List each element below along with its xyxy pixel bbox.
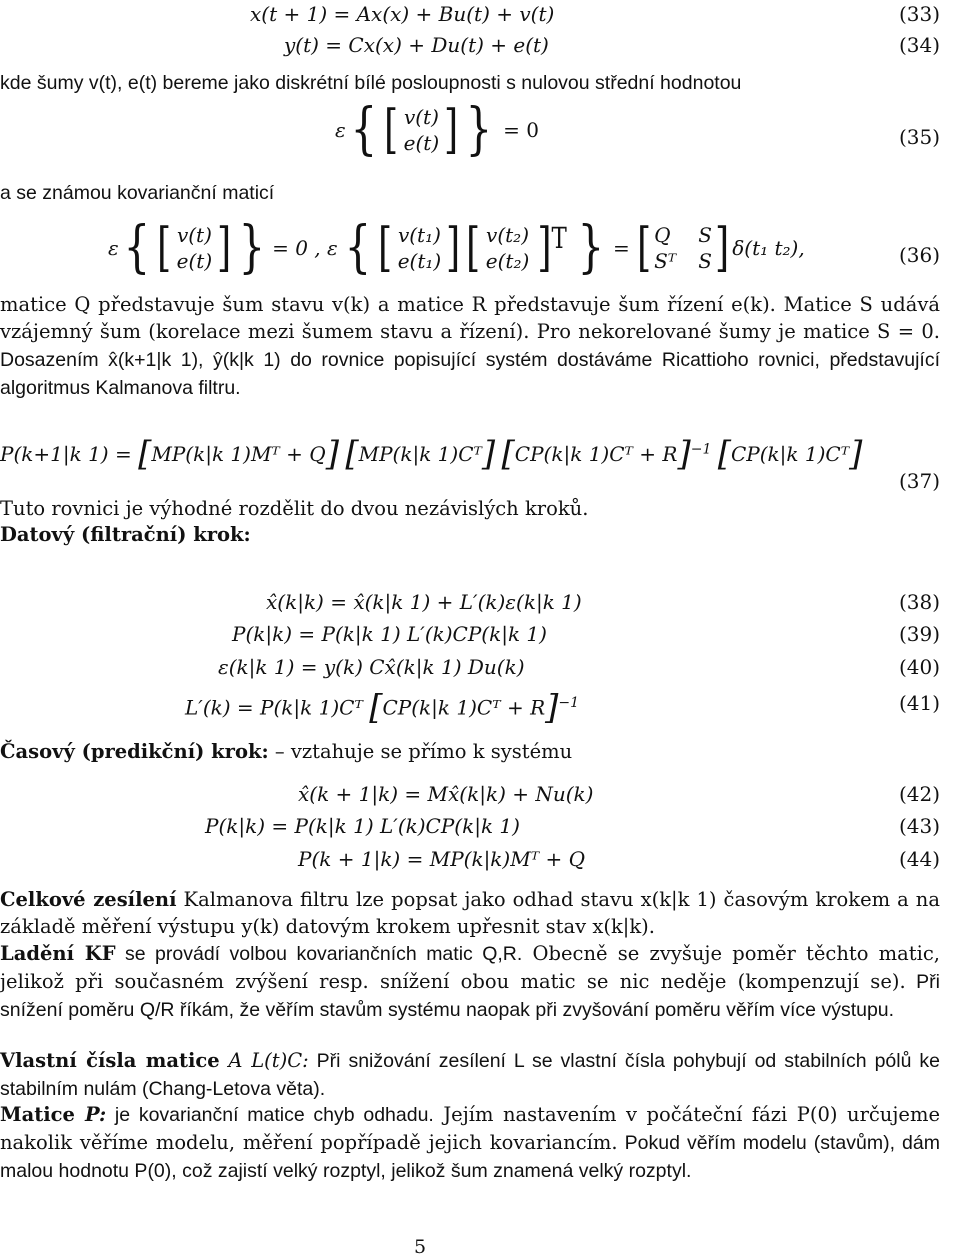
- equation-39-number: (39): [898, 622, 940, 646]
- right-bracket: ]: [217, 218, 232, 278]
- matrix-p-symbol: P:: [74, 1103, 107, 1126]
- eq37-term4: CP(k|k 1)Cᵀ: [730, 441, 850, 466]
- eq41-lhs: L′(k) = P(k|k 1)Cᵀ: [185, 695, 363, 720]
- equation-37-number: (37): [898, 469, 940, 493]
- equation-37: [0, 433, 863, 474]
- bracket: ]: [545, 687, 559, 728]
- covariance-matrix: [654, 222, 712, 274]
- equation-42: x̂(k + 1|k) = Mx̂(k|k) + Nu(k): [298, 782, 594, 806]
- equation-39: P(k|k) = P(k|k 1) L′(k)CP(k|k 1): [232, 622, 547, 646]
- vector-b: [396, 222, 444, 274]
- vector-c-top: v(t₂): [486, 223, 530, 247]
- right-brace: }: [465, 97, 493, 162]
- paragraph-matrix-p: [0, 1101, 940, 1185]
- vector-b-top: v(t₁): [397, 223, 441, 247]
- equation-42-number: (42): [898, 782, 940, 806]
- text-matrix-p-a: je kovarianční matice chyb odhadu.: [106, 1104, 434, 1126]
- vector-a-top: v(t): [176, 223, 212, 247]
- eq37-term3: CP(k|k 1)Cᵀ + R: [514, 441, 678, 466]
- term-total-gain: Celkové zesílení: [0, 888, 177, 911]
- term-matrix-p: Matice: [0, 1103, 75, 1126]
- left-bracket-m: [: [636, 218, 652, 278]
- equation-38: x̂(k|k) = x̂(k|k 1) + L′(k)ε(k|k 1): [266, 590, 582, 614]
- equation-36-body: [108, 215, 805, 280]
- text-matrix-p-b: Jejím nastavením v počáteční fázi P(0) určujeme nakolik věříme modelu, měření popřípadě jejich kovariancím.: [0, 1103, 940, 1154]
- bracket: [: [501, 433, 515, 474]
- paragraph-total-gain: [0, 886, 940, 940]
- vector-bottom: e(t): [403, 131, 440, 155]
- paragraph-split-steps: Tuto rovnici je výhodné rozdělit do dvou nezávislých kroků.: [0, 497, 589, 520]
- page-number: 5: [413, 1236, 427, 1258]
- equation-33-number: (33): [898, 2, 940, 26]
- text-eigenvalues: Při snižování zesílení L se vlastní čísla pohybují od stabilních pólů ke stabilním nulám (Chang-Letova věta).: [0, 1050, 940, 1100]
- equation-36-mid: = 0 , ε: [272, 236, 338, 260]
- matrix-cell-21: Sᵀ: [654, 249, 677, 273]
- expectation-symbol: ε: [335, 118, 346, 142]
- expectation-symbol: ε: [108, 236, 119, 260]
- heading-time-step-note: – vztahuje se přímo k systému: [268, 740, 573, 763]
- eigen-matrix-expression: A L(t)C:: [219, 1049, 309, 1072]
- bracket: [: [138, 433, 152, 474]
- term-eigenvalues: Vlastní čísla matice: [0, 1049, 220, 1072]
- equation-35-rhs: = 0: [503, 118, 539, 142]
- matrix-cell-11: Q: [654, 223, 671, 247]
- eq41-inverse-exponent: −1: [558, 695, 580, 711]
- heading-data-step: Datový (filtrační) krok:: [0, 523, 251, 546]
- bracket: ]: [481, 433, 496, 474]
- equation-34-number: (34): [898, 33, 940, 57]
- left-bracket-b: [: [378, 218, 393, 278]
- matrix-cell-12: S: [698, 223, 712, 247]
- left-bracket: [: [157, 218, 172, 278]
- text-matrix-p-c: Pokud věřím modelu (stavům), dám malou hodnotu P(0), což zajistí velký rozptyl, jelikož šum znamená velký rozptyl.: [0, 1132, 940, 1182]
- paragraph-matrices-description: [0, 291, 940, 402]
- kronecker-delta: δ(t₁ t₂),: [732, 236, 805, 260]
- equation-33: [250, 1, 554, 27]
- text-kf-tuning-a: se provádí volbou kovariančních matic Q,R.: [115, 943, 523, 965]
- right-brace: }: [238, 215, 266, 280]
- vector-c-bottom: e(t₂): [485, 249, 530, 273]
- paragraph-eigenvalues: [0, 1047, 940, 1103]
- right-brace-2: }: [577, 215, 605, 280]
- left-brace: {: [123, 215, 150, 280]
- equation-41: [185, 687, 580, 728]
- paragraph-kf-tuning: [0, 940, 940, 1024]
- text-kf-tuning-c: Při snížení poměru Q/R říkám, že věřím stavům systému naopak při zvyšování poměru věřím více výstupu.: [0, 971, 941, 1021]
- eq37-term1: MP(k|k 1)Mᵀ + Q: [151, 441, 326, 466]
- equation-36-equals: =: [613, 236, 630, 260]
- bracket: [: [369, 687, 383, 728]
- bracket: [: [345, 433, 359, 474]
- heading-time-step-label: Časový (predikční) krok:: [0, 740, 269, 763]
- eq37-inverse-exponent: −1: [690, 441, 712, 457]
- equation-34-body: y(t) = Cx(x) + Du(t) + e(t): [284, 33, 549, 57]
- equation-35-body: [335, 97, 539, 162]
- right-bracket-b: ]: [446, 218, 461, 278]
- heading-time-step: [0, 738, 940, 765]
- paragraph-noise-description: kde šumy v(t), e(t) bereme jako diskrétní bílé posloupnosti s nulovou střední hodnotou: [0, 72, 742, 94]
- left-brace-2: {: [344, 215, 371, 280]
- equation-43-number: (43): [898, 814, 940, 838]
- vector-v-e: [402, 104, 441, 156]
- equation-38-number: (38): [898, 590, 940, 614]
- right-bracket: ]: [444, 100, 459, 160]
- equation-44-number: (44): [898, 847, 940, 871]
- left-bracket: [: [384, 100, 399, 160]
- equation-43: P(k|k) = P(k|k 1) L′(k)CP(k|k 1): [205, 814, 520, 838]
- equation-35-number: (35): [898, 125, 940, 149]
- left-brace: {: [350, 97, 377, 162]
- term-kf-tuning: Ladění KF: [0, 942, 116, 965]
- equation-33-body: x(t + 1) = Ax(x) + Bu(t) + v(t): [250, 2, 555, 26]
- bracket: ]: [677, 433, 691, 474]
- right-bracket-c: ]ᵀ: [537, 218, 568, 278]
- eq41-bracket-term: CP(k|k 1)Cᵀ + R: [382, 695, 546, 720]
- eq37-lhs: P(k+1|k 1) =: [0, 441, 132, 466]
- paragraph-covariance-intro: a se známou kovarianční maticí: [0, 182, 275, 204]
- equation-35: [335, 97, 539, 172]
- vector-b-bottom: e(t₁): [397, 249, 442, 273]
- equation-40: ε(k|k 1) = y(k) Cx̂(k|k 1) Du(k): [218, 655, 525, 679]
- equation-40-number: (40): [898, 655, 940, 679]
- left-bracket-c: [: [466, 218, 481, 278]
- eq37-term2: MP(k|k 1)Cᵀ: [358, 441, 482, 466]
- bracket: [: [717, 433, 731, 474]
- matrix-cell-22: S: [698, 249, 712, 273]
- vector-a-bottom: e(t): [176, 249, 213, 273]
- equation-41-number: (41): [898, 691, 940, 715]
- text-ricatti-intro: Dosazením x̂(k+1|k 1), ŷ(k|k 1) do rovnice popisující systém dostáváme Ricattioho rovnici, představující algoritmus Kalmanova filtru.: [0, 349, 940, 399]
- equation-36: [108, 215, 805, 290]
- vector-top: v(t): [403, 105, 439, 129]
- bracket: ]: [325, 433, 339, 474]
- equation-34: [284, 32, 549, 58]
- vector-a: [175, 222, 214, 274]
- equation-36-number: (36): [898, 243, 940, 267]
- equation-37-body: [0, 433, 863, 474]
- equation-44: P(k + 1|k) = MP(k|k)Mᵀ + Q: [298, 847, 585, 871]
- vector-c: [484, 222, 532, 274]
- text-total-gain: Kalmanova filtru lze popsat jako odhad stavu x(k|k 1) časovým krokem a na základě měření výstupu y(k) datovým krokem upřesnit stav x(k|k).: [0, 888, 940, 938]
- bracket: ]: [849, 433, 863, 474]
- text-matrices-meaning: matice Q představuje šum stavu v(k) a matice R představuje šum řízení e(k). Matice S udává vzájemný šum (korelace mezi šumem stavu a řízení). Pro nekorelované šumy je matice S = 0.: [0, 293, 940, 343]
- text-kf-tuning-b: Obecně se zvyšuje poměr těchto matic, jelikož při současném zvýšení resp. snížení obou matic se nic neděje (kompenzují se).: [0, 942, 940, 993]
- right-bracket-m: ]: [714, 218, 730, 278]
